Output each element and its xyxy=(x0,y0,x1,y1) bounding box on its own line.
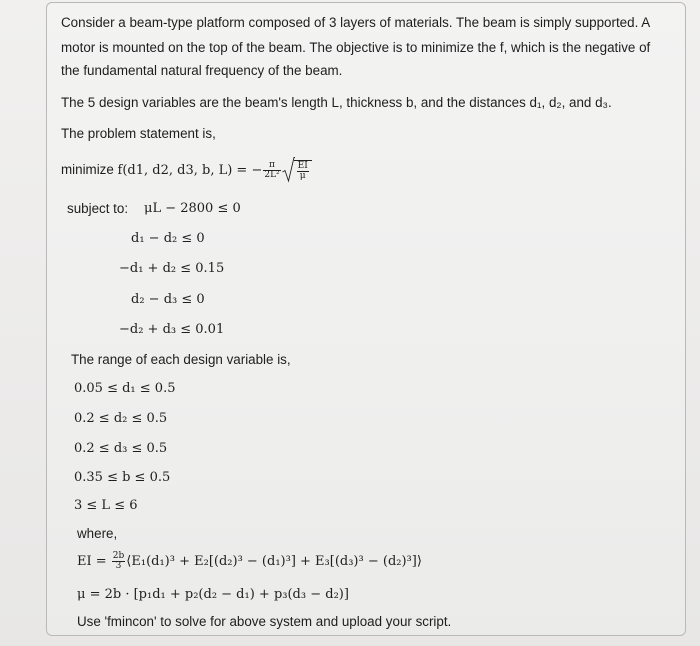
sqrt-denominator: μ xyxy=(299,171,306,181)
ei-rhs: ⟨E₁(d₁)³ + E₂[(d₂)³ − (d₁)³] + E₃[(d₃)³ − (d₂)³]⟩ xyxy=(126,554,422,569)
ei-equation xyxy=(77,552,422,571)
mu-equation: μ = 2b · [p₁d₁ + p₂(d₂ − d₁) + p₃(d₃ − d₂)] xyxy=(77,587,349,602)
range-b: 0.35 ≤ b ≤ 0.5 xyxy=(74,470,171,485)
ei-fraction-numerator: 2b xyxy=(112,551,125,561)
question-card xyxy=(46,2,686,636)
constraint-4: d₂ − d₃ ≤ 0 xyxy=(131,292,205,307)
objective-function xyxy=(61,160,312,181)
ei-over-mu-fraction xyxy=(297,162,309,181)
range-label: The range of each design variable is, xyxy=(71,352,291,367)
range-d3: 0.2 ≤ d₃ ≤ 0.5 xyxy=(74,441,168,456)
subject-to-label: subject to: xyxy=(67,201,129,216)
square-root xyxy=(282,160,312,181)
pi-over-2l2-fraction xyxy=(263,161,280,180)
intro-line-2: motor is mounted on the top of the beam. The objective is to minimize the f, which is the negative of xyxy=(61,40,651,55)
problem-statement-label: The problem statement is, xyxy=(61,126,216,141)
range-d2: 0.2 ≤ d₂ ≤ 0.5 xyxy=(74,411,168,426)
sqrt-numerator: EI xyxy=(297,161,308,171)
constraint-2: d₁ − d₂ ≤ 0 xyxy=(131,231,205,246)
intro-line-3: the fundamental natural frequency of the beam. xyxy=(61,63,343,78)
two-b-over-three-fraction xyxy=(112,552,126,571)
constraint-3: −d₁ + d₂ ≤ 0.15 xyxy=(119,261,225,276)
ei-lhs: EI = xyxy=(77,554,111,569)
ei-fraction-denominator: 3 xyxy=(115,561,122,571)
fraction-numerator: π xyxy=(263,161,280,171)
intro-line-1: Consider a beam-type platform composed of 3 layers of materials. The beam is simply supported. A xyxy=(61,15,651,30)
minimize-label: minimize xyxy=(61,162,118,177)
instruction-text: Use 'fmincon' to solve for above system and upload your script. xyxy=(77,614,452,629)
range-l: 3 ≤ L ≤ 6 xyxy=(74,498,138,513)
radical-sign-icon xyxy=(282,157,295,183)
constraint-1: μL − 2800 ≤ 0 xyxy=(144,201,241,216)
objective-lhs: f(d1, d2, d3, b, L) = − xyxy=(117,163,263,178)
fraction-denominator: 2L² xyxy=(264,170,280,180)
range-d1: 0.05 ≤ d₁ ≤ 0.5 xyxy=(74,381,176,396)
constraint-5: −d₂ + d₃ ≤ 0.01 xyxy=(119,322,225,337)
where-label: where, xyxy=(77,526,118,541)
design-variables-text: The 5 design variables are the beam's length L, thickness b, and the distances d₁, d₂, and d₃. xyxy=(61,95,612,110)
